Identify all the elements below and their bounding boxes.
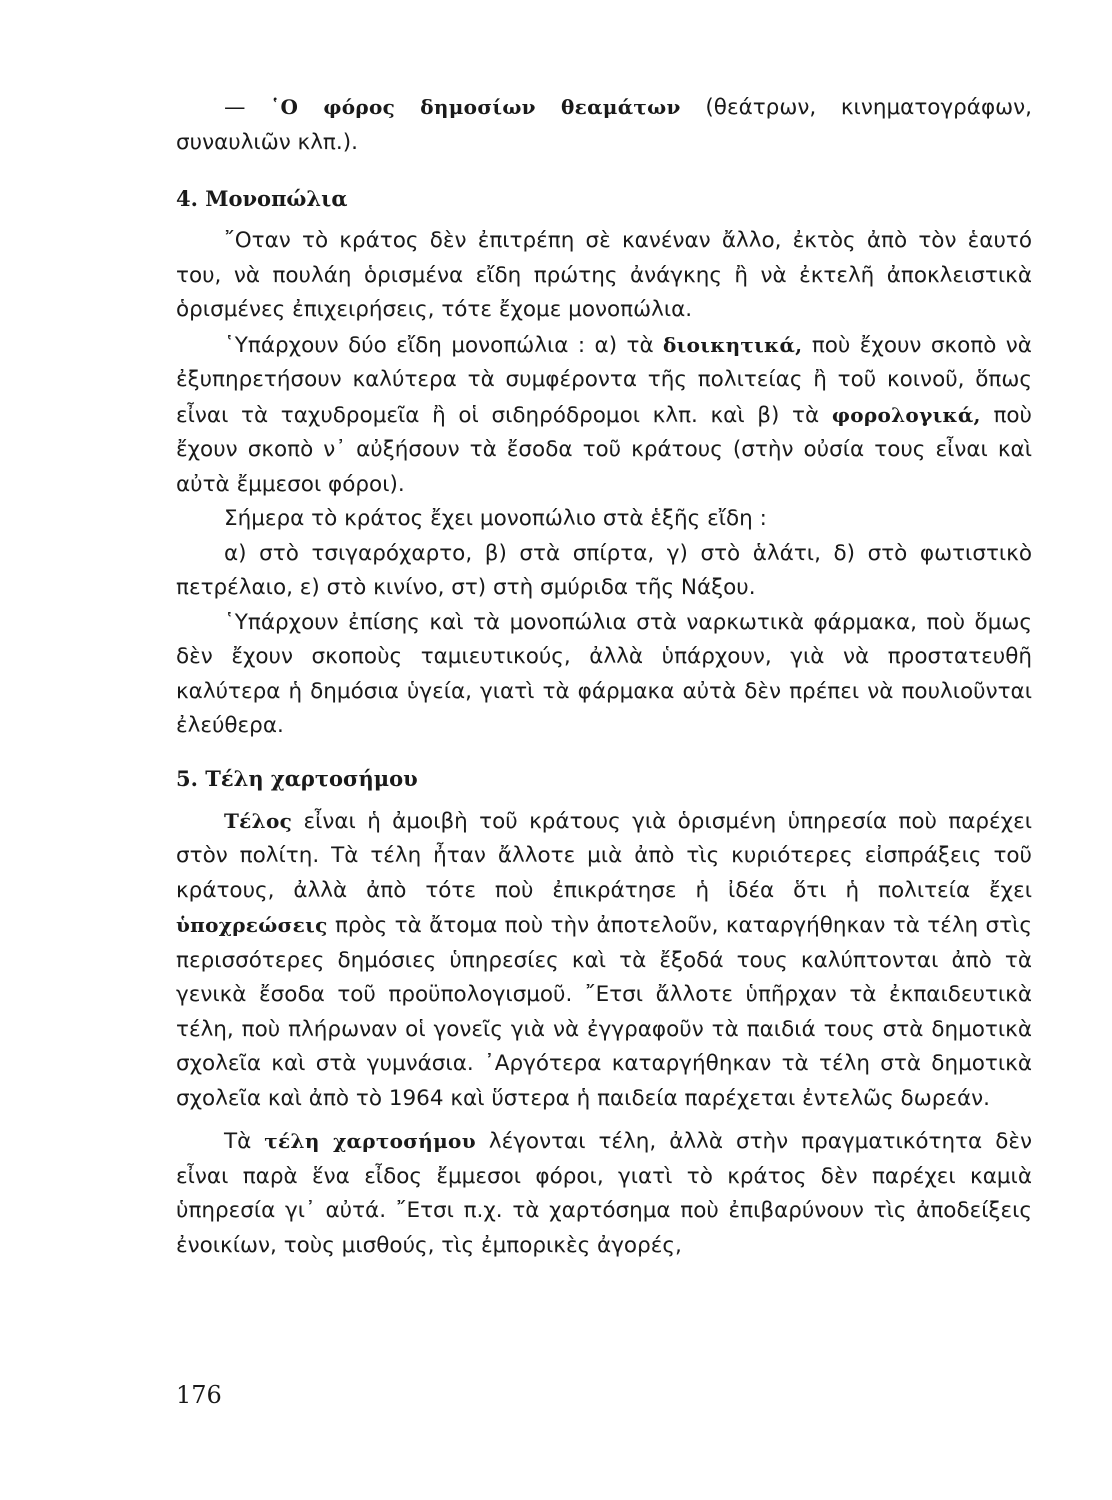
theater-tax-item — [176, 90, 1032, 160]
obligations-term: ὑποχρεώσεις — [176, 913, 328, 937]
monopolies-types-end: ποὺ ἔχουν σκοπὸ ν᾿ αὐξήσουν τὰ ἔσοδα τοῦ κράτους (στὴν οὐσία τους εἶναι καὶ αὐτὰ ἔμμεσοι φόροι). — [176, 402, 1032, 497]
fees-text-part-1: εἶναι ἡ ἀμοιβὴ τοῦ κράτους γιὰ ὁρισμένη ὑπηρεσία ποὺ παρέχει στὸν πολίτη. Τὰ τέλη ἦταν ἄλλοτε μιὰ ἀπὸ τὶς κυριότερες εἰσπράξεις τοῦ κράτους, ἀλλὰ ἀπὸ τότε ποὺ ἐπικράτησε ἡ ἰδέα ὅτι ἡ πολιτεία ἔχει — [176, 808, 1032, 903]
stamp-duties-intro: Τὰ — [224, 1129, 265, 1154]
section-heading-stamp-duties: 5. Τέλη χαρτοσήμου — [176, 765, 418, 791]
monopolies-definition-paragraph: ῎Οταν τὸ κράτος δὲν ἐπιτρέπη σὲ κανέναν ἄλλο, ἐκτὸς ἀπὸ τὸν ἑαυτό του, νὰ πουλάη ὁρισμένα εἴδη πρώτης ἀνάγκης ἢ νὰ ἐκτελῆ ἀποκλειστικὰ ὁρισμένες ἐπιχειρήσεις, τότε ἔχομε μονοπώλια. — [176, 228, 1032, 322]
administrative-term: διοικητικά, — [663, 332, 803, 357]
monopolies-types-paragraph — [176, 328, 1032, 503]
list-dash: — — [224, 95, 246, 120]
stamp-duties-paragraph — [176, 1124, 1032, 1263]
stamp-duties-text: λέγονται τέλη, ἀλλὰ στὴν πραγματικότητα δὲν εἶναι παρὰ ἕνα εἶδος ἔμμεσοι φόροι, γιατὶ τὸ κράτος δὲν παρέχει καμιὰ ὑπηρεσία γι᾿ αὐτά. ῎Ετσι π.χ. τὰ χαρτόσημα ποὺ ἐπιβαρύνουν τὶς ἀποδείξεις ἐνοικίων, τοὺς μισθούς, τὶς ἐμπορικὲς ἀγορές, — [176, 1129, 1032, 1258]
fiscal-term: φορολογικά, — [831, 402, 981, 427]
monopolies-types-middle: ποὺ ἔχουν σκοπὸ νὰ ἐξυπηρετήσουν καλύτερα τὰ συμφέροντα τῆς πολιτείας ἢ τοῦ κοινοῦ, ὅπως εἶναι τὰ ταχυδρομεῖα ἢ οἱ σιδηρόδρομοι κλπ. καὶ β) τὰ — [176, 332, 1032, 428]
page-number: 176 — [176, 1381, 222, 1409]
monopolies-types-intro: ῾Υπάρχουν δύο εἴδη μονοπώλια : α) τὰ — [224, 332, 664, 358]
current-monopolies-intro: Σήμερα τὸ κράτος ἔχει μονοπώλιο στὰ ἑξῆς εἴδη : — [224, 506, 767, 531]
fees-text-part-2: πρὸς τὰ ἄτομα ποὺ τὴν ἀποτελοῦν, καταργήθηκαν τὰ τέλη στὶς περισσότερες δημόσιες ὑπηρεσίες καὶ τὰ ἔξοδά τους καλύπτονται ἀπὸ τὰ γενικὰ ἔσοδα τοῦ προϋπολογισμοῦ. ῎Ετσι ἄλλοτε ὑπῆρχαν τὰ ἐκπαιδευτικὰ τέλη, ποὺ πλήρωναν οἱ γονεῖς γιὰ νὰ ἐγγραφοῦν τὰ παιδιά τους στὰ δημοτικὰ σχολεῖα καὶ στὰ γυμνάσια. ᾿Αργότερα καταργήθηκαν τὰ τέλη στὰ δημοτικὰ σχολεῖα καὶ ἀπὸ τὸ 1964 καὶ ὕστερα ἡ παιδεία παρέχεται ἐντελῶς δωρεάν. — [176, 913, 1032, 1111]
fee-term: Τέλος — [224, 808, 293, 833]
stamp-duties-term: τέλη χαρτοσήμου — [264, 1129, 476, 1153]
fees-definition-paragraph — [176, 804, 1032, 1117]
theater-tax-description: (θεάτρων, κινηματογράφων, συναυλιῶν κλπ.). — [176, 95, 1032, 155]
theater-tax-term: ῾Ο φόρος δημοσίων θεαμάτων — [270, 95, 681, 119]
section-heading-monopolies: 4. Μονοπώλια — [176, 186, 348, 211]
current-monopolies-list: α) στὸ τσιγαρόχαρτο, β) στὰ σπίρτα, γ) στὸ ἁλάτι, δ) στὸ φωτιστικὸ πετρέλαιο, ε) στὸ κινίνο, στ) στὴ σμύριδα τῆς Νάξου. — [176, 540, 1032, 600]
narcotics-monopoly-paragraph: ῾Υπάρχουν ἐπίσης καὶ τὰ μονοπώλια στὰ ναρκωτικὰ φάρμακα, ποὺ ὅμως δὲν ἔχουν σκοποὺς ταμιευτικούς, ἀλλὰ ὑπάρχουν, γιὰ νὰ προστατευθῆ καλύτερα ἡ δημόσια ὑγεία, γιατὶ τὰ φάρμακα αὐτὰ δὲν πρέπει νὰ πουλιοῦνται ἐλεύθερα. — [176, 609, 1032, 738]
book-page — [176, 90, 1032, 1470]
